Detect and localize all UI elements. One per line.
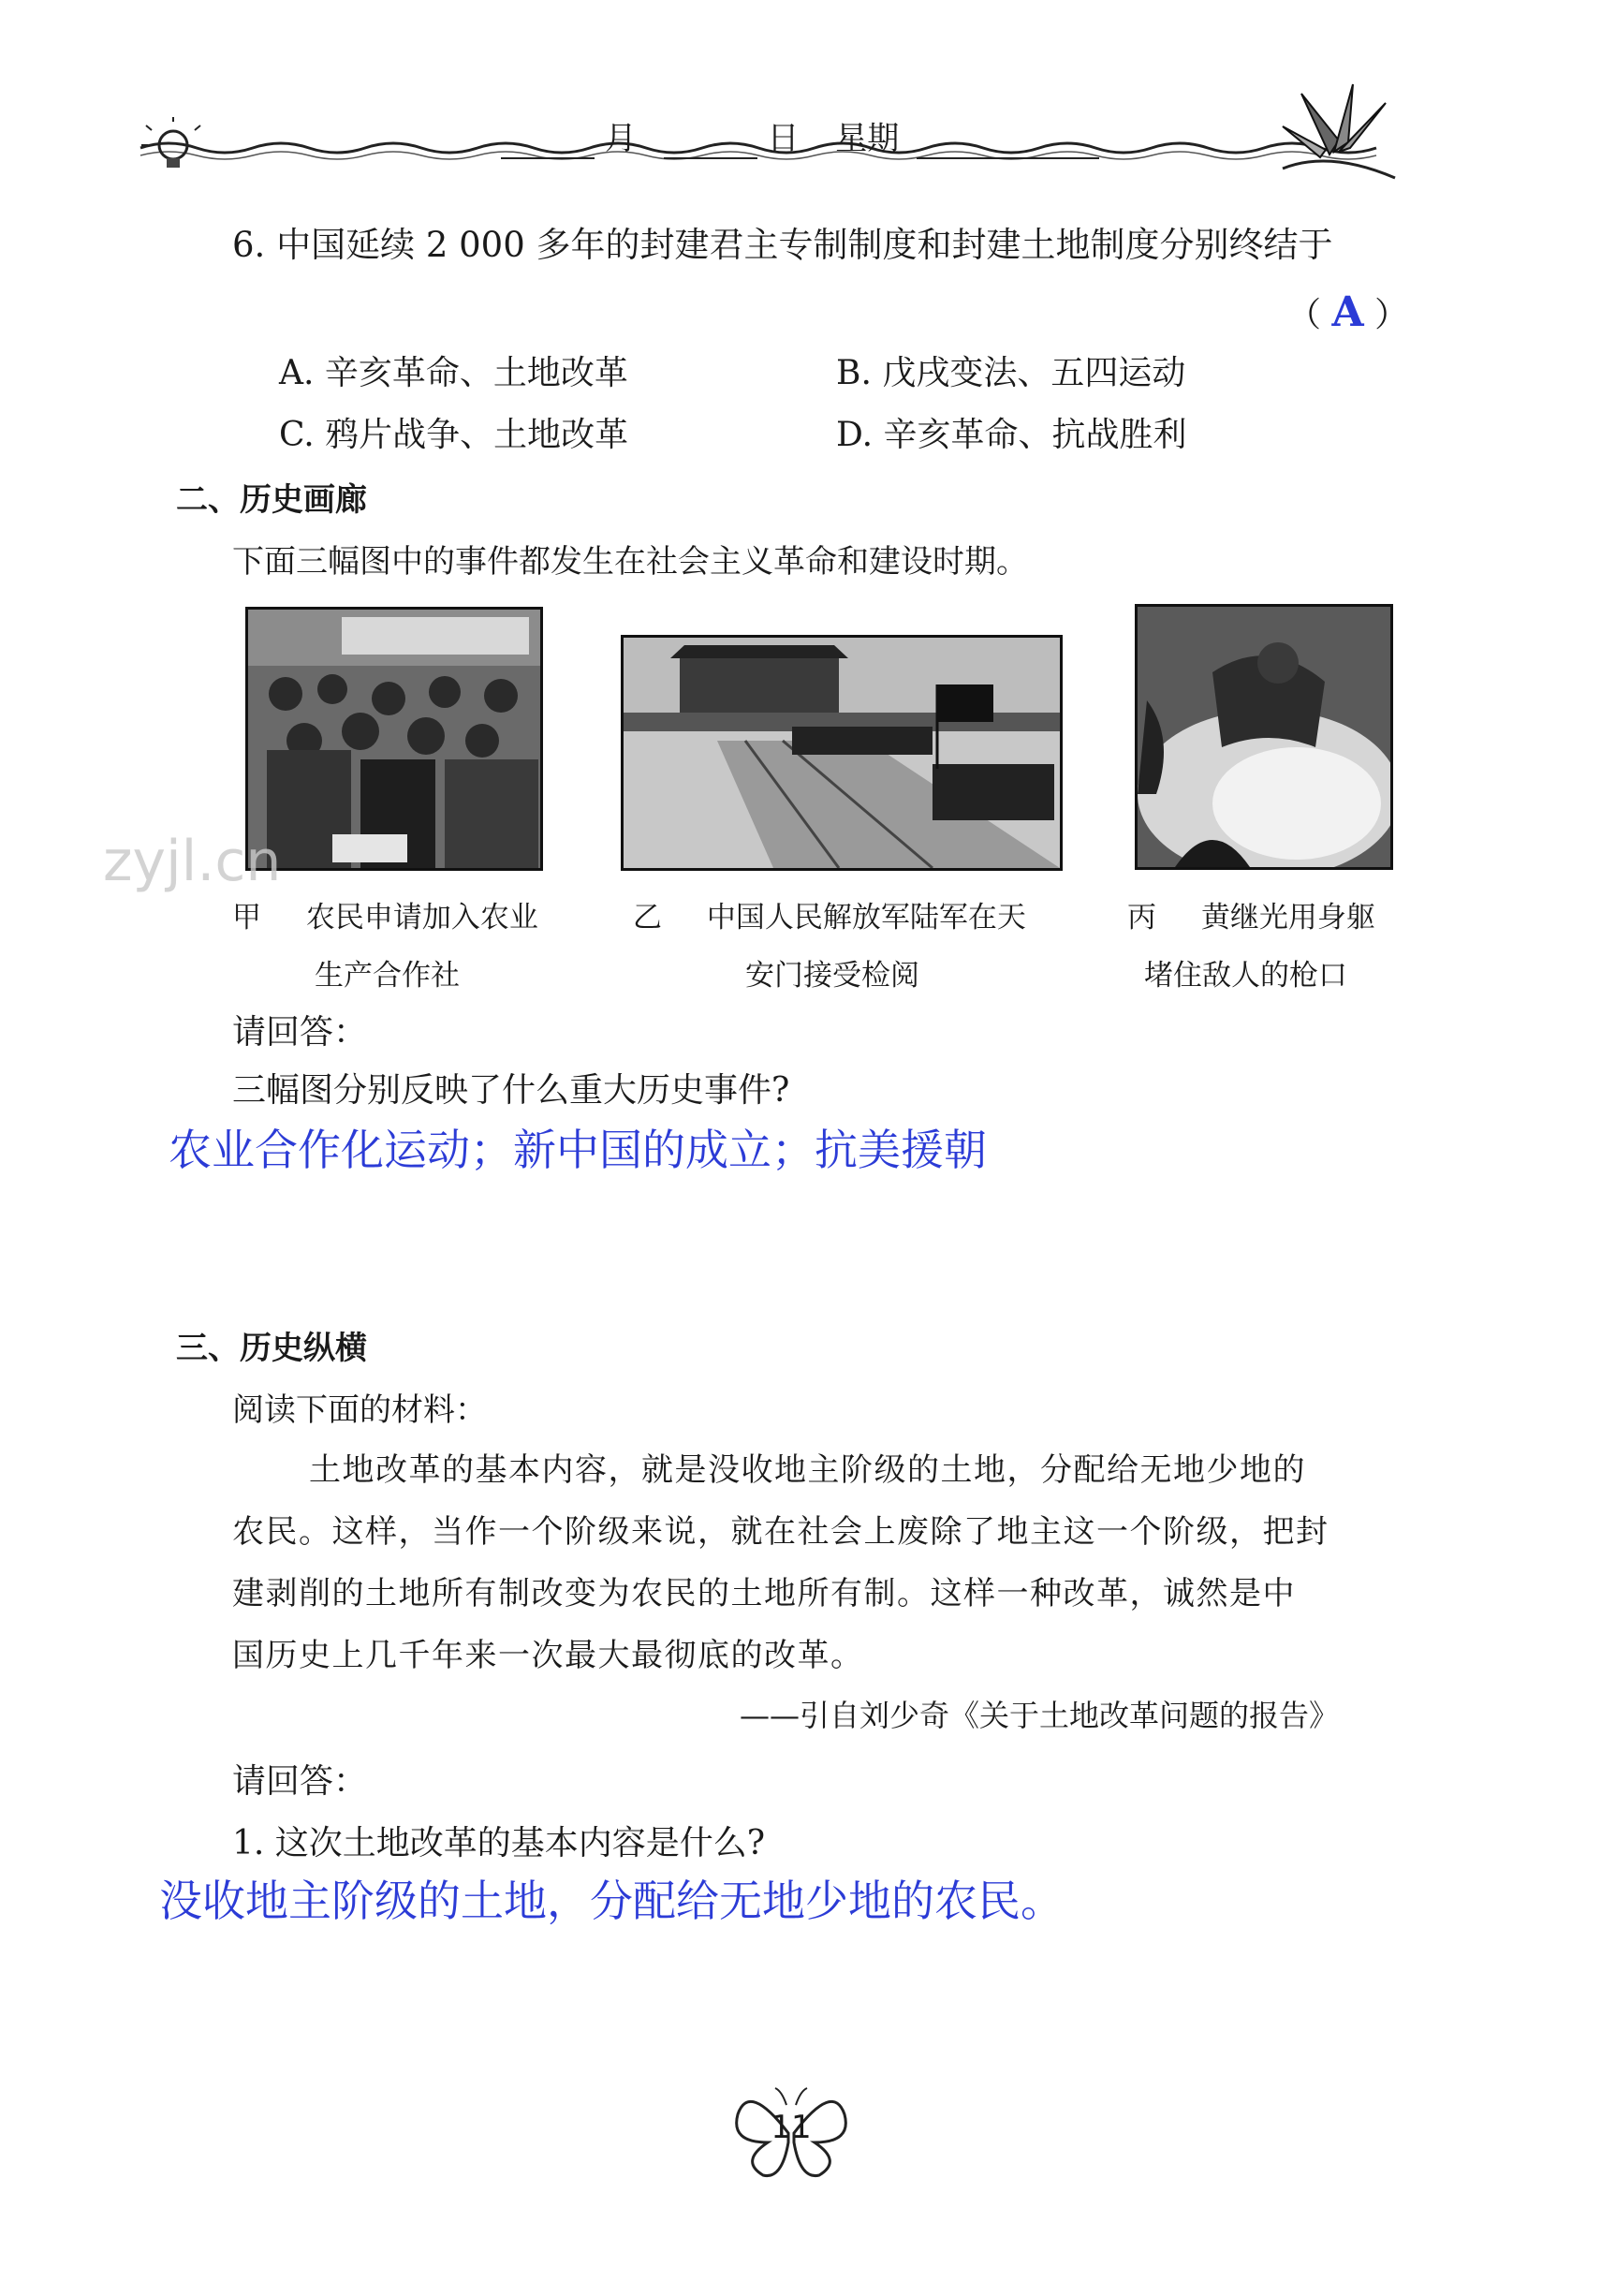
- section-3-question-1: 1. 这次土地改革的基本内容是什么?: [232, 1824, 766, 1862]
- caption-figure-2-line2: 安门接受检阅: [745, 959, 919, 993]
- watermark: zyjl.cn: [103, 829, 282, 894]
- paren-right: ）: [1374, 296, 1409, 334]
- option-c: C. 鸦片战争、土地改革: [279, 416, 629, 454]
- section-2-question: 三幅图分别反映了什么重大历史事件?: [232, 1071, 790, 1110]
- section-2-answer[interactable]: 农业合作化运动；新中国的成立；抗美援朝: [169, 1125, 987, 1175]
- figure-1-caption-text: 农民申请加入农业: [305, 901, 538, 935]
- passage-line-1: 土地改革的基本内容，就是没收地主阶级的土地，分配给无地少地的: [309, 1451, 1306, 1489]
- section-2-title: 二、历史画廊: [176, 481, 367, 519]
- passage-line-4: 国历史上几千年来一次最大最彻底的改革。: [232, 1637, 864, 1674]
- option-a: A. 辛亥革命、土地改革: [279, 354, 628, 392]
- section-3-title: 三、历史纵横: [176, 1330, 367, 1367]
- passage-citation: ——引自刘少奇《关于土地改革问题的报告》: [740, 1698, 1340, 1733]
- page-number: 11: [771, 2109, 812, 2146]
- figure-2-label: 乙: [633, 901, 662, 935]
- passage-line-2: 农民。这样，当作一个阶级来说，就在社会上废除了地主这一个阶级，把封: [232, 1513, 1329, 1551]
- figure-3-caption-text: 黄继光用身躯: [1200, 901, 1375, 935]
- date-line: [501, 118, 1099, 159]
- caption-figure-1-line2: 生产合作社: [315, 959, 460, 993]
- weekday-label: 星期: [835, 120, 900, 157]
- lightbulb-icon: [140, 117, 206, 183]
- answer-parentheses: [1287, 286, 1408, 339]
- photo-parade-tiananmen: [621, 635, 1063, 871]
- month-blank[interactable]: [501, 125, 595, 159]
- passage-line-3: 建剥削的土地所有制改变为农民的土地所有制。这样一种改革，诚然是中: [232, 1575, 1296, 1612]
- day-blank[interactable]: [664, 125, 757, 159]
- section-2-prompt: 请回答：: [232, 1013, 368, 1052]
- weekday-blank[interactable]: [917, 125, 1099, 159]
- caption-figure-3-line1: [1127, 893, 1375, 935]
- figure-3-label: 丙: [1127, 901, 1156, 935]
- figure-2-caption-text: 中国人民解放军陆军在天: [706, 901, 1026, 935]
- day-label: 日: [767, 120, 800, 157]
- photo-farmers-cooperative: [245, 607, 543, 871]
- section-3-intro: 阅读下面的材料：: [232, 1391, 487, 1429]
- question-6-answer[interactable]: A: [1331, 288, 1364, 336]
- caption-figure-2-line1: [633, 893, 1026, 935]
- section-2-intro: 下面三幅图中的事件都发生在社会主义革命和建设时期。: [232, 543, 1028, 581]
- figure-1-label: 甲: [232, 901, 261, 935]
- section-3-answer-1[interactable]: 没收地主阶级的土地，分配给无地少地的农民。: [159, 1876, 1064, 1926]
- paren-left: （: [1287, 296, 1322, 334]
- option-b: B. 戊戌变法、五四运动: [836, 354, 1186, 392]
- month-label: 月: [604, 120, 637, 157]
- caption-figure-3-line2: 堵住敌人的枪口: [1144, 959, 1347, 993]
- photo-huang-jiguang: [1135, 604, 1393, 870]
- option-d: D. 辛亥革命、抗战胜利: [836, 416, 1187, 454]
- caption-figure-1-line1: [232, 893, 538, 935]
- flower-icon: [1264, 75, 1404, 187]
- section-3-prompt: 请回答：: [232, 1762, 368, 1801]
- question-6-stem: 6. 中国延续 2 000 多年的封建君主专制制度和封建土地制度分别终结于: [232, 225, 1333, 265]
